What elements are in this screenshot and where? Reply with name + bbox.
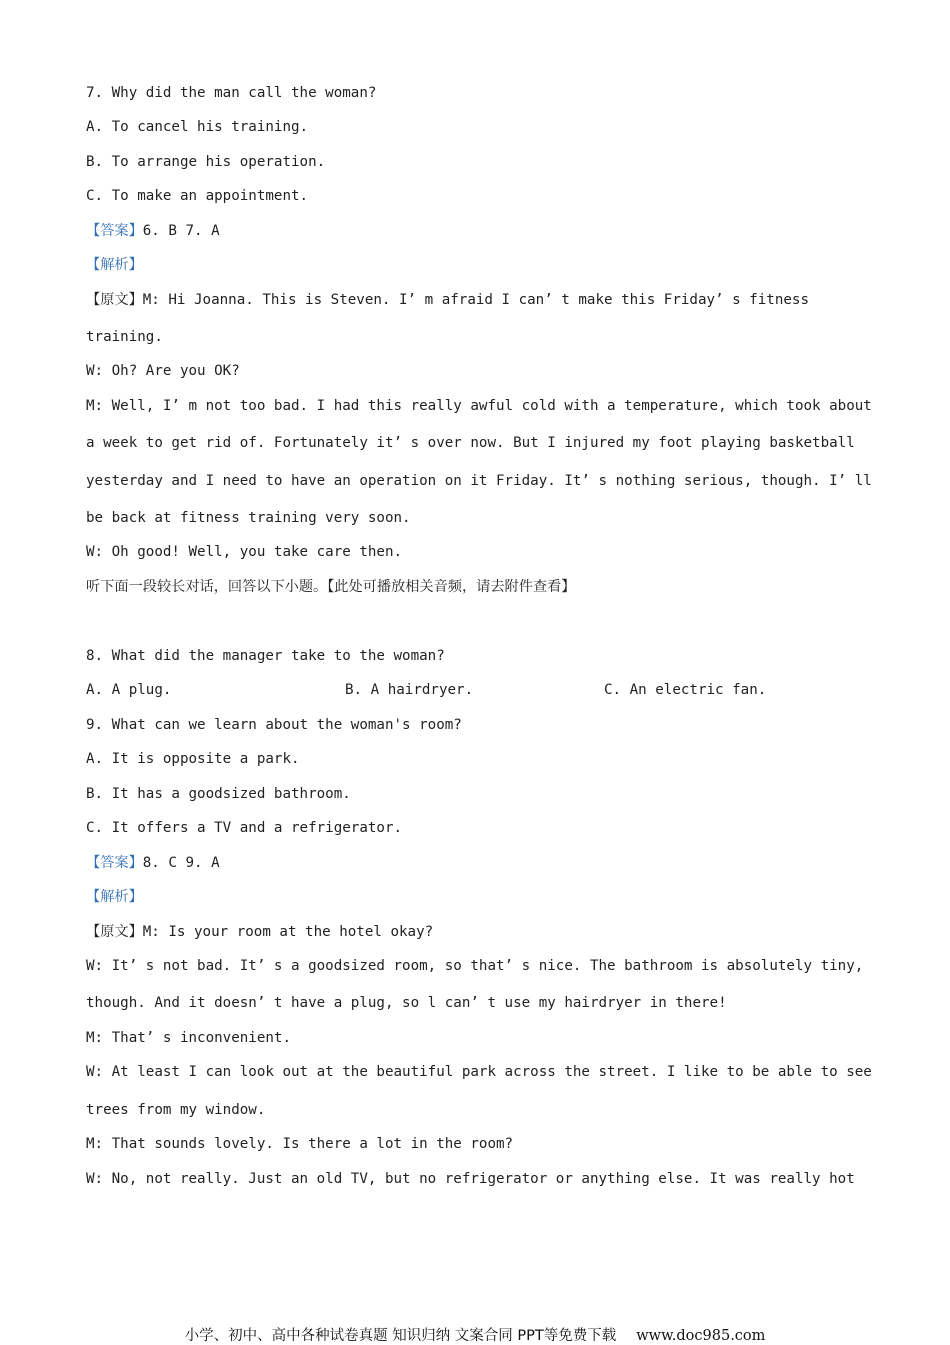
transcript-line: W: Oh good! Well, you take care then. — [86, 544, 403, 560]
transcript-line: a week to get rid of. Fortunately it’ s over now. But I injured my foot playing basketball — [86, 435, 855, 451]
transcript-line: W: It’ s not bad. It’ s a goodsized room, so that’ s nice. The bathroom is absolutely tiny, — [86, 958, 864, 974]
transcript-line: M: That’ s inconvenient. — [86, 1030, 291, 1046]
transcript-text: M: Is your room at the hotel okay? — [142, 924, 434, 940]
question-8: 8. What did the manager take to the woman? — [86, 648, 445, 664]
transcript-line: W: No, not really. Just an old TV, but no refrigerator or anything else. It was really hot — [86, 1171, 855, 1187]
transcript-line: trees from my window. — [86, 1102, 266, 1118]
option-7a: A. To cancel his training. — [86, 119, 309, 135]
transcript-line: M: Well, I’ m not too bad. I had this really awful cold with a temperature, which took about — [86, 398, 872, 414]
transcript-label: 【原文】 — [86, 292, 143, 308]
transcript-line: W: Oh? Are you OK? — [86, 363, 240, 379]
option-7c: C. To make an appointment. — [86, 188, 309, 204]
option-8c: C. An electric fan. — [604, 682, 767, 698]
transcript-line: though. And it doesn’ t have a plug, so l can’ t use my hairdryer in there! — [86, 995, 727, 1011]
transcript-text: M: Hi Joanna. This is Steven. I’ m afraid I can’ t make this Friday’ s fitness — [142, 292, 810, 308]
transcript-line: M: That sounds lovely. Is there a lot in the room? — [86, 1136, 514, 1152]
analysis-label: 【解析】 — [86, 257, 143, 273]
footer-text: 小学、初中、高中各种试卷真题 知识归纳 文案合同 PPT等免费下载 — [184, 1328, 617, 1344]
question-9: 9. What can we learn about the woman's room? — [86, 717, 462, 733]
option-7b: B. To arrange his operation. — [86, 154, 326, 170]
option-9c: C. It offers a TV and a refrigerator. — [86, 820, 403, 836]
transcript-line: be back at fitness training very soon. — [86, 510, 411, 526]
answer-block-1 — [86, 222, 220, 240]
option-8a: A. A plug. — [86, 682, 172, 698]
footer-url[interactable]: www.doc985.com — [636, 1328, 766, 1344]
page-footer — [0, 1324, 950, 1345]
answer-text: 6. B 7. A — [142, 223, 220, 239]
answer-label: 【答案】 — [86, 855, 143, 871]
analysis-label: 【解析】 — [86, 889, 143, 905]
option-9b: B. It has a goodsized bathroom. — [86, 786, 351, 802]
answer-block-2 — [86, 854, 220, 872]
option-8b: B. A hairdryer. — [345, 682, 474, 698]
transcript-first-line — [86, 291, 809, 309]
transcript-line: yesterday and I need to have an operation on it Friday. It’ s nothing serious, though. I’ ll — [86, 473, 872, 489]
transcript-label: 【原文】 — [86, 924, 143, 940]
answer-label: 【答案】 — [86, 223, 143, 239]
transcript-line: W: At least I can look out at the beautiful park across the street. I like to be able to see — [86, 1064, 872, 1080]
answer-text: 8. C 9. A — [142, 855, 220, 871]
option-9a: A. It is opposite a park. — [86, 751, 300, 767]
question-7: 7. Why did the man call the woman? — [86, 85, 377, 101]
listening-instruction: 听下面一段较长对话，回答以下小题。【此处可播放相关音频，请去附件查看】 — [86, 579, 576, 595]
transcript-first-line — [86, 923, 433, 941]
transcript-line: training. — [86, 329, 163, 345]
